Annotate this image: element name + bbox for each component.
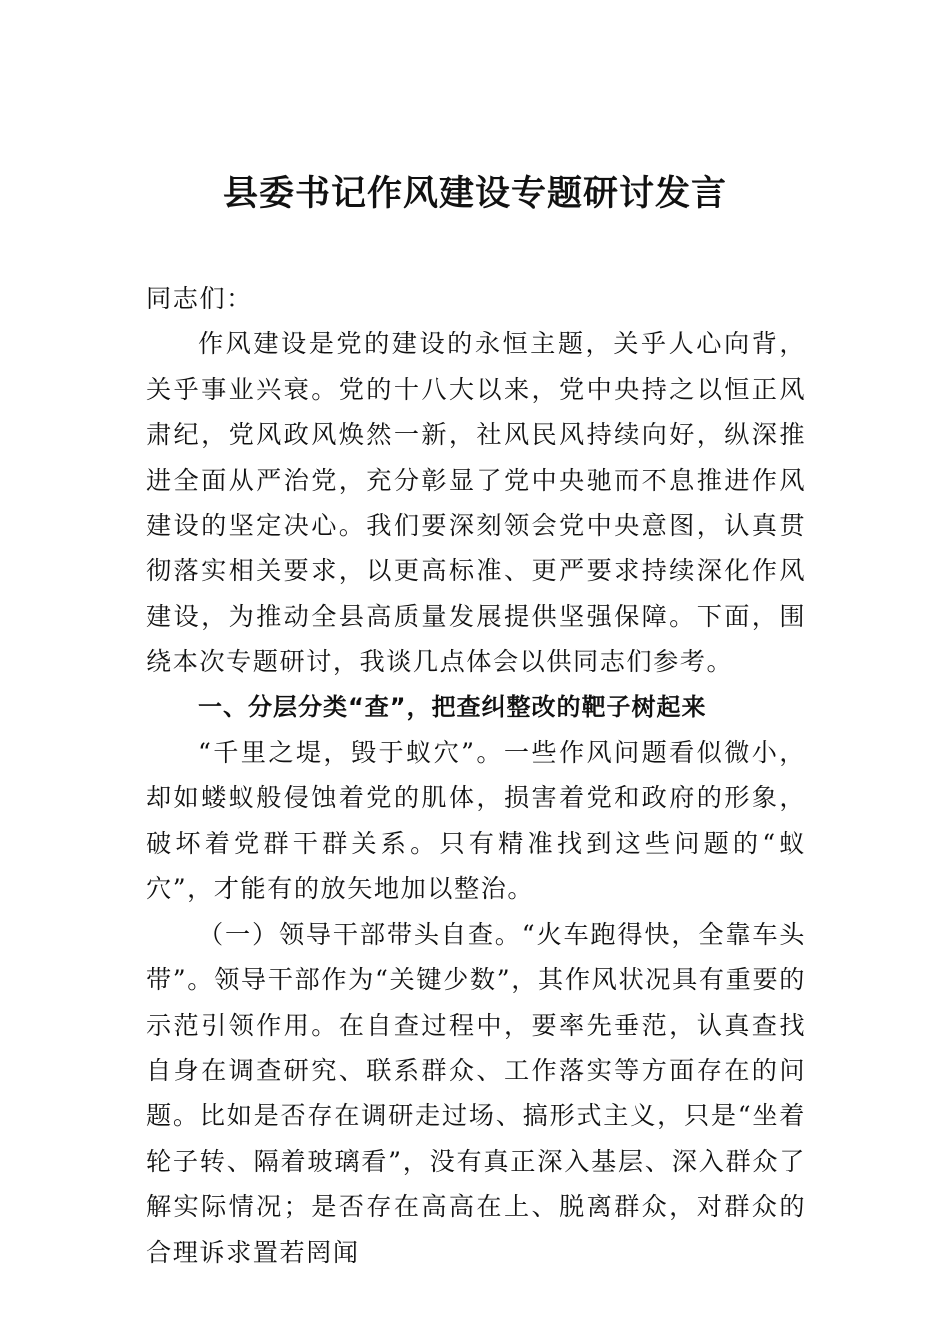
document-title: 县委书记作风建设专题研讨发言 [222, 173, 727, 214]
salutation: 同志们： [146, 284, 253, 313]
section-heading-1: 一、分层分类“查”，把查纠整改的靶子树起来 [198, 692, 707, 721]
paragraph-section-1-intro: “千里之堤，毁于蚁穴”。一些作风问题看似微小，却如蝼蚁般侵蚀着党的肌体，损害着党和政府的形象，破坏着党群干群关系。只有精准找到这些问题的“蚁穴”，才能有的放矢地加以整治。 [146, 738, 806, 904]
paragraph-intro: 作风建设是党的建设的永恒主题，关乎人心向背，关乎事业兴衰。党的十八大以来，党中央持之以恒正风肃纪，党风政风焕然一新，社风民风持续向好，纵深推进全面从严治党，充分彰显了党中央驰而不息推进作风建设的坚定决心。我们要深刻领会党中央意图，认真贯彻落实相关要求，以更高标准、更严要求持续深化作风建设，为推动全县高质量发展提供坚强保障。下面，围绕本次专题研讨，我谈几点体会以供同志们参考。 [146, 329, 806, 677]
paragraph-subsection-1: （一）领导干部带头自查。“火车跑得快，全靠车头带”。领导干部作为“关键少数”，其作风状况具有重要的示范引领作用。在自查过程中，要率先垂范，认真查找自身在调查研究、联系群众、工作落实等方面存在的问题。比如是否存在调研走过场、搞形式主义，只是“坐着轮子转、隔着玻璃看”，没有真正深入基层、深入群众了解实际情况；是否存在高高在上、脱离群众，对群众的合理诉求置若罔闻 [146, 919, 806, 1267]
document-body [146, 276, 806, 1275]
